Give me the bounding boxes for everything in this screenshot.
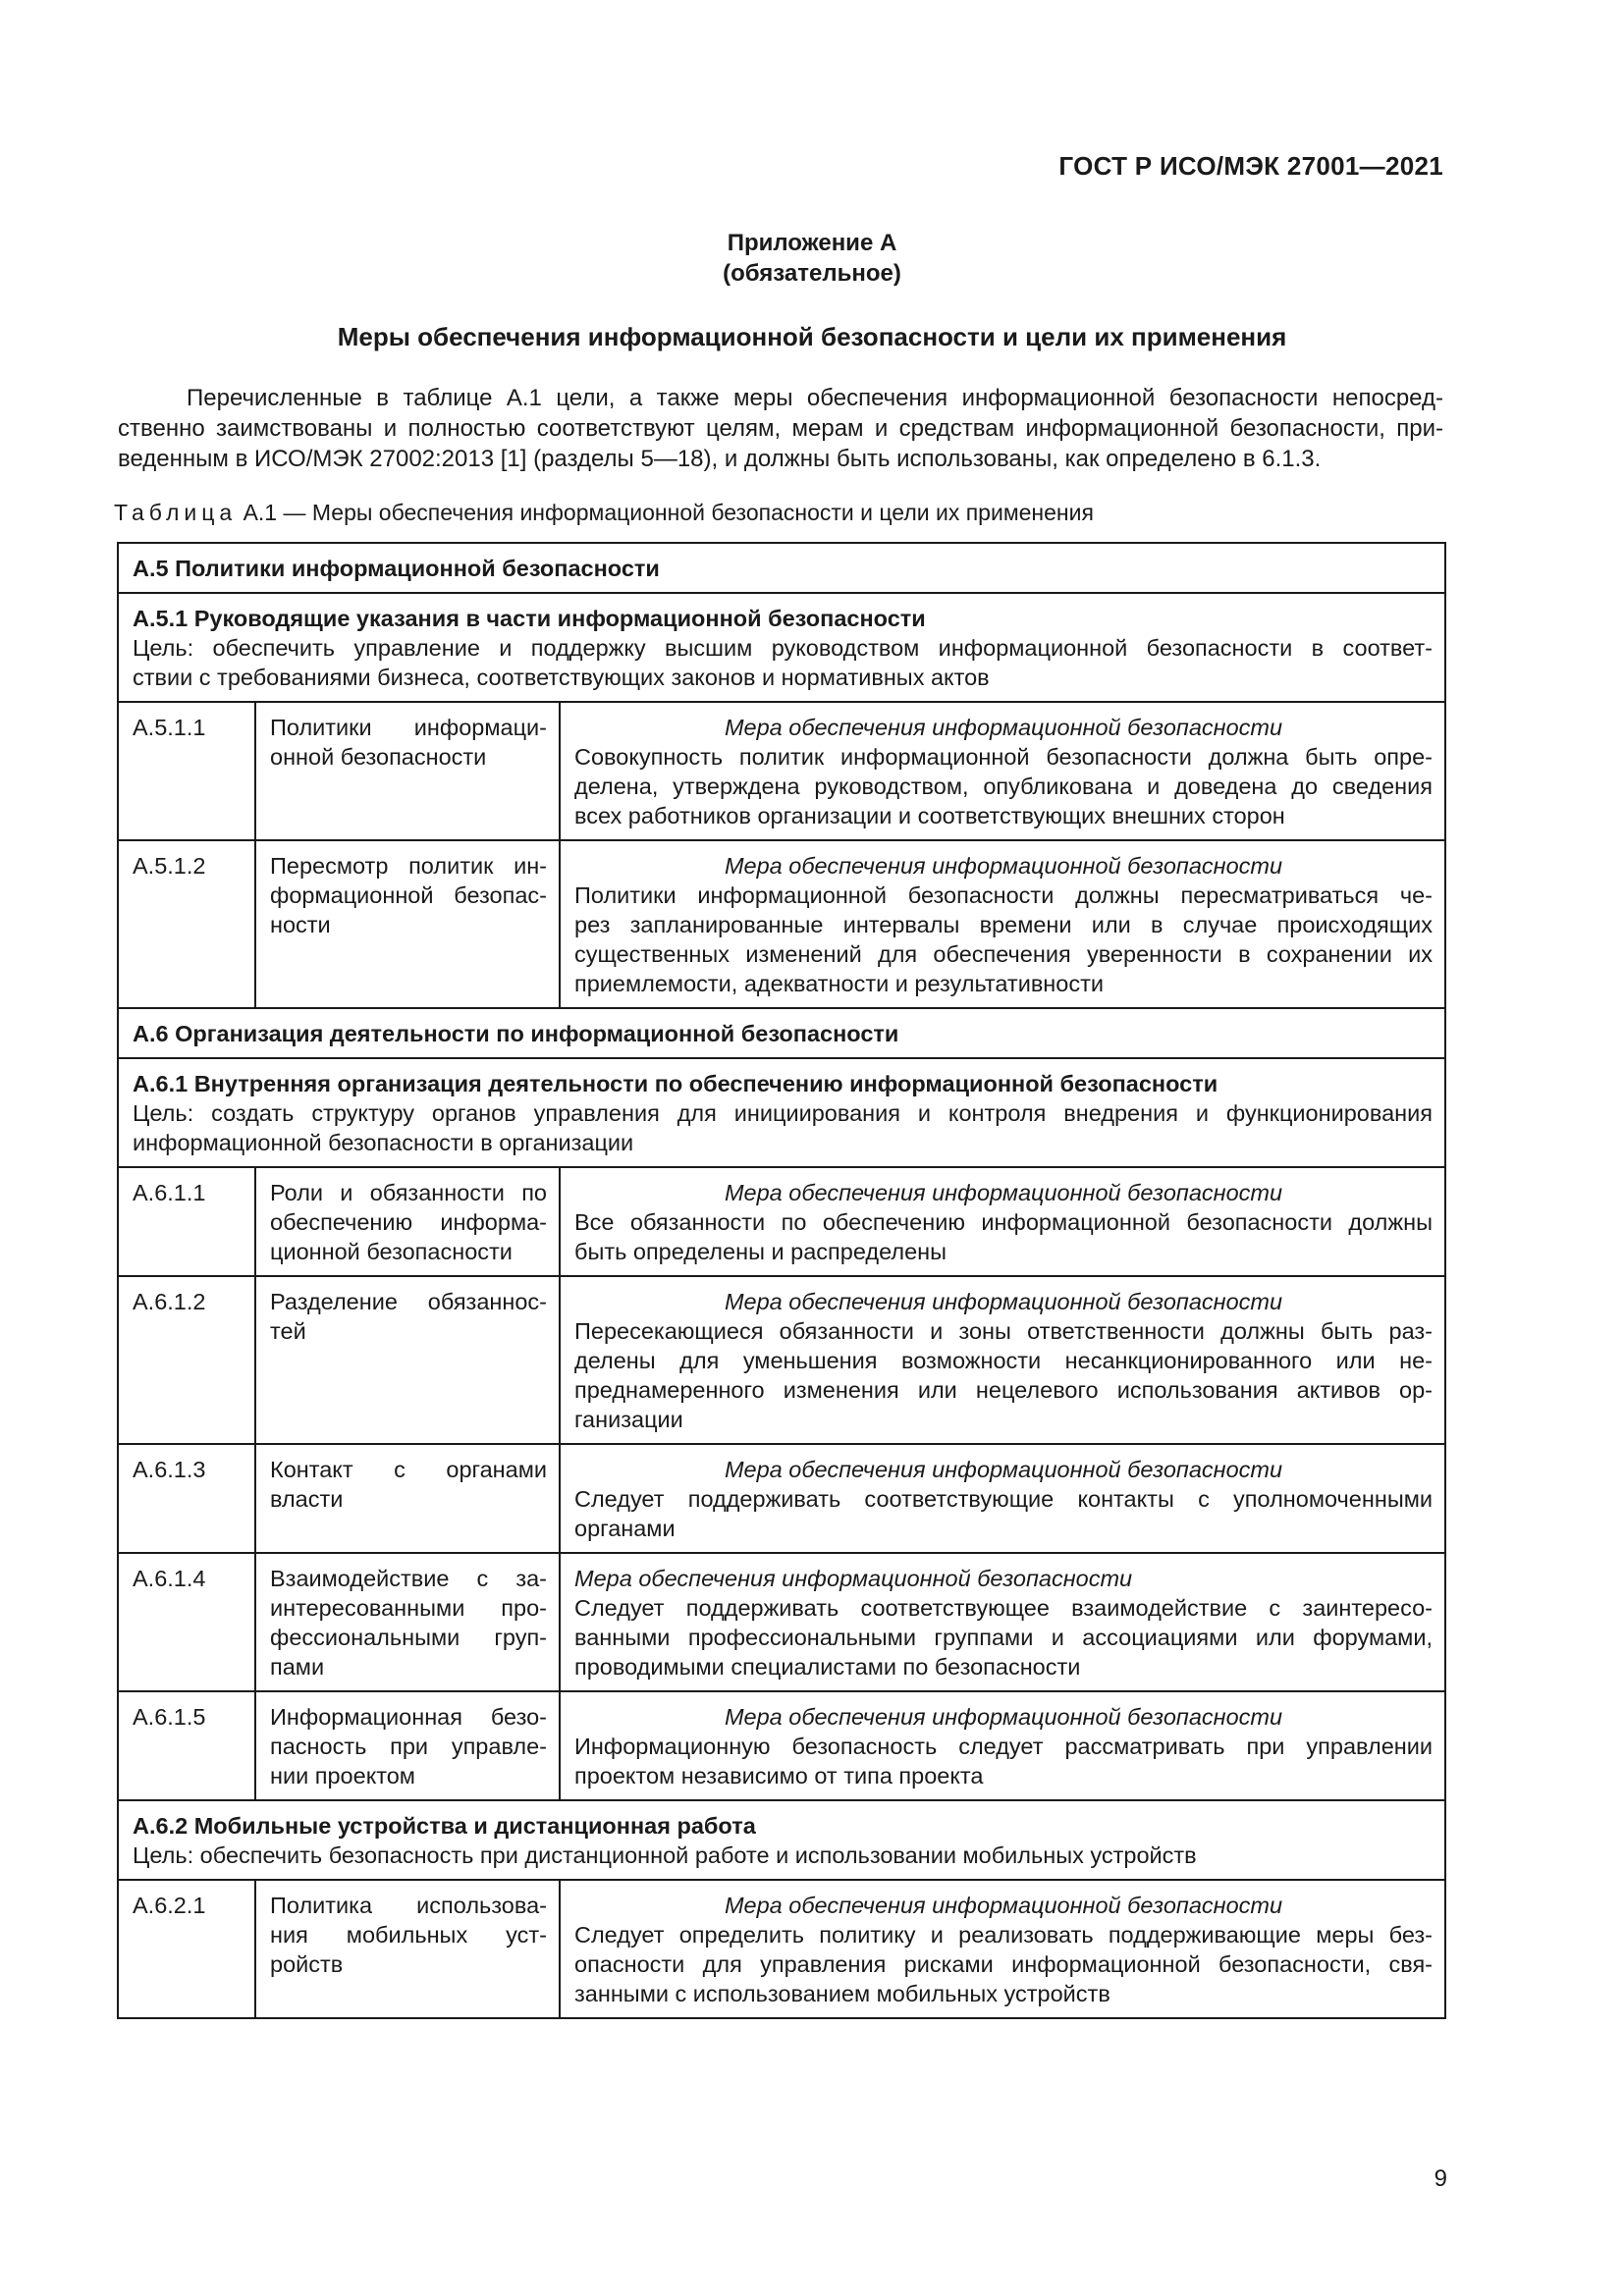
measure-heading: Мера обеспечения информационной безопасности [724, 1457, 1283, 1482]
description-line: делены для уменьшения возможности несанкционированного или не- [574, 1348, 1433, 1373]
control-name [255, 702, 560, 840]
subgroup-title: А.6.2 Мобильные устройства и дистанционная работа [133, 1813, 756, 1839]
description-line: делена, утверждена руководством, опубликована и доведена до сведения [574, 774, 1433, 799]
control-name-line: Информационная безо- [270, 1704, 547, 1730]
description-line: Пересекающиеся обязанности и зоны ответственности должны быть раз- [574, 1318, 1433, 1344]
control-name [255, 840, 560, 1008]
description-line: Следует поддерживать соответствующие контакты с уполномоченными [574, 1486, 1433, 1512]
goal-line: Цель: создать структуру органов управления для инициирования и контроля внедрения и функционирования [133, 1100, 1433, 1126]
description-line: приемлемости, адекватности и результативности [574, 971, 1104, 996]
control-name-line: Разделение обязаннос- [270, 1289, 547, 1314]
control-description [560, 702, 1445, 840]
control-name [255, 1691, 560, 1800]
intro-paragraph [118, 383, 1443, 474]
control-number: А.6.1.4 [118, 1553, 255, 1691]
control-row [118, 702, 1445, 840]
description-line: ганизации [574, 1407, 683, 1432]
control-name [255, 1276, 560, 1444]
control-name-line: ройств [270, 1951, 344, 1977]
control-name-line: интересованными про- [270, 1595, 547, 1621]
control-name-line: Политика использова- [270, 1893, 547, 1918]
description-line: всех работников организации и соответствующих внешних сторон [574, 803, 1285, 828]
description-line: рез запланированные интервалы времени или в случае происходящих [574, 912, 1433, 937]
description-line: Совокупность политик информационной безопасности должна быть опре- [574, 744, 1433, 770]
control-name-line: ния мобильных уст- [270, 1922, 547, 1948]
measure-heading: Мера обеспечения информационной безопасности [724, 715, 1283, 740]
control-number: А.6.1.3 [118, 1444, 255, 1553]
subgroup-row [118, 1058, 1445, 1167]
control-row [118, 1691, 1445, 1800]
control-name-line: Политики информаци- [270, 715, 547, 740]
intro-line: веденным в ИСО/МЭК 27002:2013 [1] (разделы 5—18), и должны быть использованы, как определено в 6.1.3. [118, 446, 1322, 472]
control-description [560, 1444, 1445, 1553]
measure-heading: Мера обеспечения информационной безопасности [724, 1289, 1283, 1314]
description-line: органами [574, 1516, 676, 1541]
subgroup-title: А.5.1 Руководящие указания в части информационной безопасности [133, 606, 926, 631]
control-number: А.5.1.2 [118, 840, 255, 1008]
control-name-line: Пересмотр политик ин- [270, 853, 547, 879]
control-number: А.6.2.1 [118, 1880, 255, 2018]
description-line: проектом независимо от типа проекта [574, 1763, 984, 1789]
control-row [118, 1167, 1445, 1276]
intro-line: Перечисленные в таблице А.1 цели, а также меры обеспечения информационной безопасности непосред- [187, 385, 1443, 411]
group-row [118, 543, 1445, 593]
control-name-line: тей [270, 1318, 306, 1344]
table-caption [114, 498, 1094, 527]
subgroup-cell [118, 593, 1445, 702]
page-number: 9 [1434, 2165, 1447, 2192]
control-name-line: ности [270, 912, 331, 937]
description-line: ванными профессиональными группами и ассоциациями или форумами, [574, 1625, 1433, 1650]
control-name-line: формационной безопас- [270, 882, 547, 908]
description-line: Политики информационной безопасности должны пересматриваться че- [574, 882, 1433, 908]
description-line: быть определены и распределены [574, 1239, 947, 1264]
control-name [255, 1553, 560, 1691]
control-name-line: Контакт с органами [270, 1457, 547, 1482]
goal-line: Цель: обеспечить управление и поддержку высшим руководством информационной безопасности в соответ- [133, 635, 1433, 661]
measure-heading: Мера обеспечения информационной безопасности [724, 1893, 1283, 1918]
goal-line: Цель: обеспечить безопасность при дистанционной работе и использовании мобильных устройств [133, 1842, 1197, 1868]
description-line: Все обязанности по обеспечению информационной безопасности должны [574, 1209, 1433, 1235]
control-name [255, 1167, 560, 1276]
control-description [560, 840, 1445, 1008]
group-title: А.5 Политики информационной безопасности [118, 543, 1445, 593]
measures-table [117, 542, 1446, 2019]
subgroup-title: А.6.1 Внутренняя организация деятельности по обеспечению информационной безопасности [133, 1071, 1218, 1096]
control-description [560, 1276, 1445, 1444]
intro-line: ственно заимствованы и полностью соответствуют целям, мерам и средствам информационной безопасности, при- [118, 415, 1443, 442]
control-name-line: пами [270, 1654, 325, 1680]
control-number: А.5.1.1 [118, 702, 255, 840]
control-name-line: обеспечению информа- [270, 1209, 547, 1235]
control-number: А.6.1.5 [118, 1691, 255, 1800]
description-line: существенных изменений для обеспечения уверенности в сохранении их [574, 941, 1433, 967]
control-row [118, 1553, 1445, 1691]
control-number: А.6.1.1 [118, 1167, 255, 1276]
subgroup-cell [118, 1058, 1445, 1167]
measure-heading: Мера обеспечения информационной безопасности [574, 1566, 1133, 1591]
measure-heading: Мера обеспечения информационной безопасности [724, 1180, 1283, 1205]
appendix-status: (обязательное) [723, 260, 901, 287]
control-name-line: нии проектом [270, 1763, 415, 1789]
control-description [560, 1553, 1445, 1691]
control-description [560, 1167, 1445, 1276]
control-name-line: онной безопасности [270, 744, 487, 770]
control-description [560, 1880, 1445, 2018]
appendix-title: Приложение А [727, 230, 897, 256]
control-name-line: пасность при управле- [270, 1734, 547, 1759]
control-name-line: власти [270, 1486, 344, 1512]
goal-line: информационной безопасности в организации [133, 1130, 634, 1155]
group-title: А.6 Организация деятельности по информационной безопасности [118, 1008, 1445, 1058]
control-name-line: Взаимодействие с за- [270, 1566, 547, 1591]
measure-heading: Мера обеспечения информационной безопасности [724, 853, 1283, 879]
control-name [255, 1444, 560, 1553]
section-title: Меры обеспечения информационной безопасности и цели их применения [337, 322, 1287, 351]
measure-heading: Мера обеспечения информационной безопасности [724, 1704, 1283, 1730]
control-name-line: Роли и обязанности по [270, 1180, 547, 1205]
description-line: преднамеренного изменения или нецелевого использования активов ор- [574, 1377, 1433, 1403]
description-line: Следует поддерживать соответствующее взаимодействие с заинтересо- [574, 1595, 1433, 1621]
control-row [118, 1444, 1445, 1553]
control-name [255, 1880, 560, 2018]
control-number: А.6.1.2 [118, 1276, 255, 1444]
group-row [118, 1008, 1445, 1058]
table-caption-text: А.1 — Меры обеспечения информационной безопасности и цели их применения [243, 500, 1094, 525]
goal-line: ствии с требованиями бизнеса, соответствующих законов и нормативных актов [133, 665, 990, 690]
subgroup-row [118, 1800, 1445, 1880]
control-description [560, 1691, 1445, 1800]
appendix-heading [0, 228, 1624, 289]
subgroup-cell [118, 1800, 1445, 1880]
subgroup-row [118, 593, 1445, 702]
control-row [118, 1276, 1445, 1444]
description-line: Следует определить политику и реализовать поддерживающие меры без- [574, 1922, 1433, 1948]
control-row [118, 840, 1445, 1008]
control-name-line: ционной безопасности [270, 1239, 513, 1264]
description-line: опасности для управления рисками информационной безопасности, свя- [574, 1951, 1433, 1977]
description-line: занными с использованием мобильных устройств [574, 1981, 1110, 2006]
document-id: ГОСТ Р ИСО/МЭК 27001—2021 [1058, 151, 1443, 181]
control-name-line: фессиональными груп- [270, 1625, 547, 1650]
description-line: проводимыми специалистами по безопасности [574, 1654, 1081, 1680]
table-caption-label: Таблица [114, 500, 238, 525]
description-line: Информационную безопасность следует рассматривать при управлении [574, 1734, 1433, 1759]
control-row [118, 1880, 1445, 2018]
